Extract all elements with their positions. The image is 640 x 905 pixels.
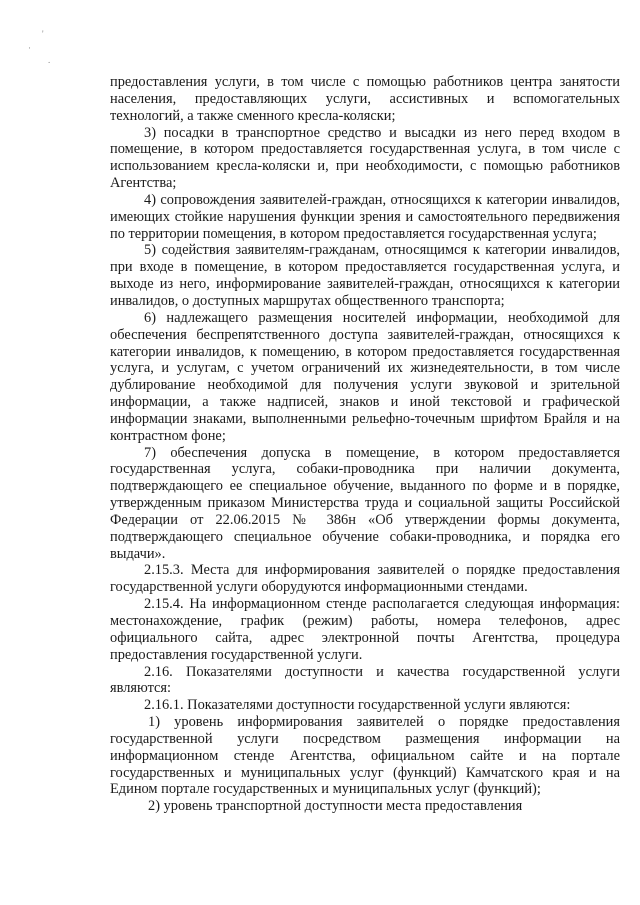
margin-scan-marks: ' · . <box>28 29 51 65</box>
paragraph-item-2: 2) уровень транспортной доступности места предоставления <box>148 798 523 815</box>
paragraph-item-5: 5) содействия заявителям-гражданам, относящимся к категории инвалидов, при входе в помещение, в котором предоставляется государственная услуга, и выходе из него, информирование заявителей-граждан, относящихся к категории инвалидов, о доступных маршрутах общественного транспорта; <box>110 242 620 309</box>
paragraph-item-3: 3) посадки в транспортное средство и высадки из него перед входом в помещение, в котором предоставляется государственная услуга, в том числе с использованием кресла-коляски и, при необходимости, с помощью работников Агентства; <box>110 124 620 192</box>
paragraph-item-4: 4) сопровождения заявителей-граждан, относящихся к категории инвалидов, имеющих стойкие нарушения функции зрения и самостоятельного передвижения по территории помещения, в котором предоставляется государственная услуга; <box>110 191 620 242</box>
paragraph-2-16: 2.16. Показателями доступности и качества государственной услуги являются: <box>110 663 620 697</box>
paragraph-item-1: 1) уровень информирования заявителей о порядке предоставления государственной услуги посредством размещения информации на информационном стенде Агентства, официальном сайте и на портале государственных и муниципальных услуг (функций) Камчатского края и на Едином портале государственных и муниципальных услуг (функций); <box>110 714 620 798</box>
paragraph-2-15-4: 2.15.4. На информационном стенде располагается следующая информация: местонахождение, график (режим) работы, номера телефонов, адрес официального сайта, адрес электронной почты Агентства, процедура предоставления государственной услуги. <box>110 596 620 663</box>
paragraph-2-15-3: 2.15.3. Места для информирования заявителей о порядке предоставления государственной услуги оборудуются информационными стендами. <box>110 562 620 596</box>
document-body <box>110 74 620 815</box>
paragraph-continuation: предоставления услуги, в том числе с помощью работников центра занятости населения, предоставляющих услуги, ассистивных и вспомогательных технологий, а также сменного кресла-коляски; <box>110 74 620 124</box>
paragraph-item-6: 6) надлежащего размещения носителей информации, необходимой для обеспечения беспрепятственного доступа заявителей-граждан, относящихся к категории инвалидов, к помещению, в котором предоставляется государственная услуга, и услугам, с учетом ограничений их жизнедеятельности, в том числе дублирование необходимой для получения услуги звуковой и зрительной информации, а также надписей, знаков и иной текстовой и графической информации знаками, выполненными рельефно-точечным шрифтом Брайля и на контрастном фоне; <box>110 309 620 444</box>
paragraph-item-7: 7) обеспечения допуска в помещение, в котором предоставляется государственная услуга, собаки-проводника при наличии документа, подтверждающего ее специальное обучение, выданного по форме и в порядке, утвержденным приказом Министерства труда и социальной защиты Российской Федерации от 22.06.2015 № 386н «Об утверждении формы документа, подтверждающего специальное обучение собаки-проводника, и порядка его выдачи». <box>110 444 620 562</box>
paragraph-2-16-1: 2.16.1. Показателями доступности государственной услуги являются: <box>144 697 571 714</box>
